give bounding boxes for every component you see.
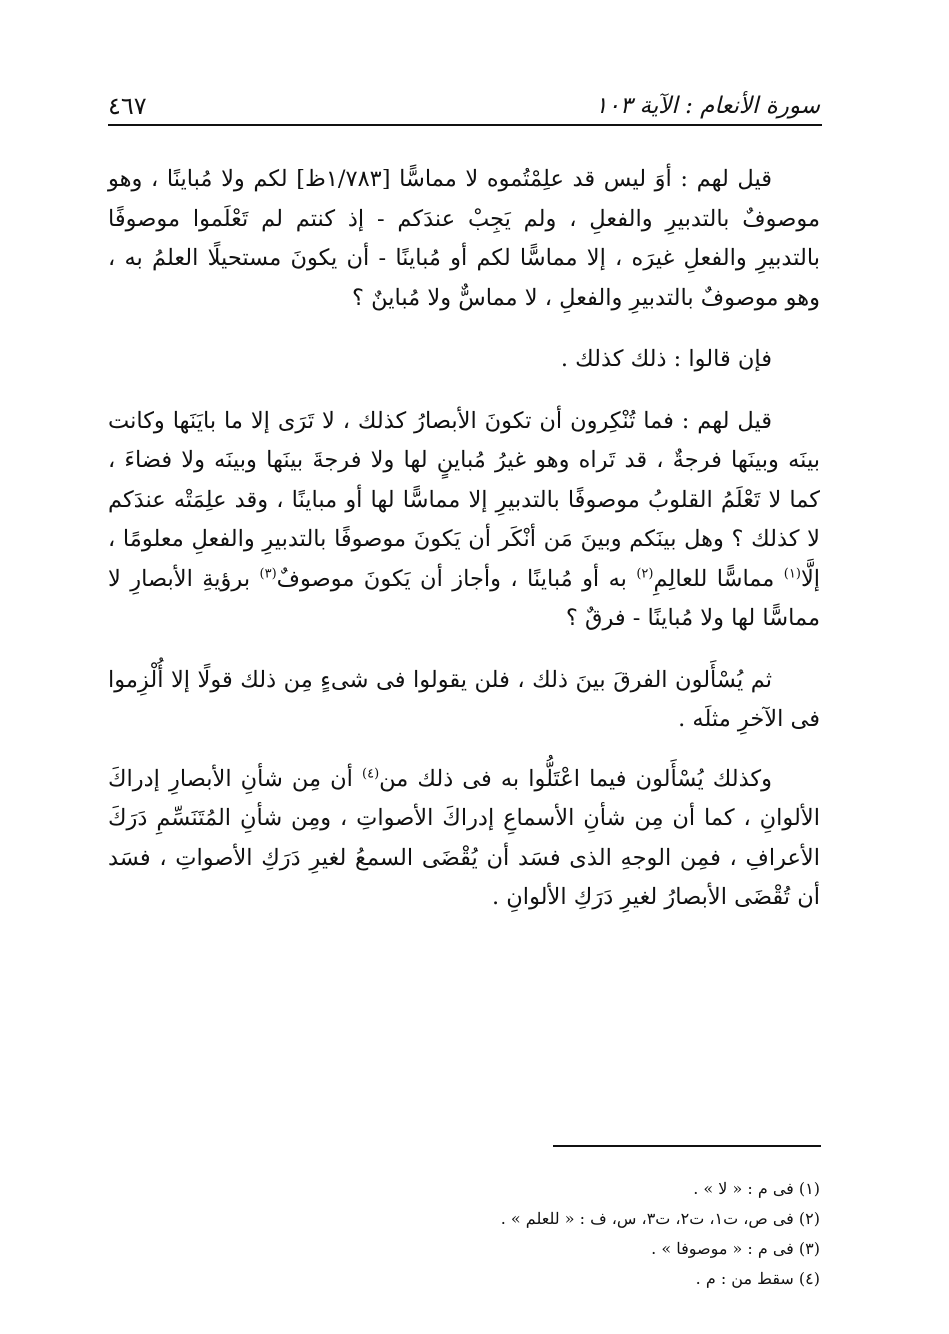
- paragraph-1: [108, 160, 820, 318]
- paragraph-4: [108, 661, 820, 740]
- footnote-ref-1: (١): [783, 566, 801, 581]
- page-number: ٤٦٧: [108, 92, 147, 120]
- page-header: [108, 74, 820, 118]
- footnote-1: (١) فى م : « لا » .: [693, 1179, 820, 1198]
- paragraph-5: [108, 760, 820, 918]
- paragraph-text: قيل لهم : أوَ ليس قد علِمْتُموه لا مماسًّا [١/٧٨٣ظ] لكم ولا مُباينًا ، وهو موصوفٌ بالتدبيرِ والفعلِ ، ولم يَجِبْ عندَكم - إذ كنتم لم تَعْلَموا موصوفًا بالتدبيرِ والفعلِ غيرَه ، إلا مماسًّا لكم أو مُباينًا - أن يكونَ مستحيلًا العلمُ به ، وهو موصوفٌ بالتدبيرِ والفعلِ ، لا مماسٌّ ولا مُباينٌ ؟: [108, 166, 820, 311]
- footnote-2: (٢) فى ص، ت١، ت٢، ت٣، س، ف : « للعلم » .: [500, 1209, 820, 1228]
- paragraph-text: فإن قالوا : ذلك كذلك .: [560, 346, 772, 372]
- paragraph-2: [108, 340, 820, 380]
- footnote-divider: [553, 1145, 821, 1147]
- footnote-ref-2: (٢): [636, 566, 654, 581]
- footnotes: [108, 1174, 820, 1294]
- paragraph-text: مماسًّا للعالِمِ: [653, 565, 775, 592]
- paragraph-text: قيل لهم : فما تُنْكِرون أن تكونَ الأبصارُ كذلك ، لا تَرَى إلا ما بايَنَها وكانت بينَه وبينَها فرجةٌ ، قد تَراه وهو غيرُ مُباينٍ لها ولا فرجةَ بينَها وبينَه ولا فضاءَ ، كما لا تَعْلَمُ القلوبُ موصوفًا بالتدبيرِ إلا مماسًّا لها أو مباينًا ، وقد علِمَتْه عندَكم لا كذلك ؟ وهل بينَكم وبينَ مَن أنْكَر أن يَكونَ موصوفًا بالتدبيرِ والفعلِ معلومًا ، إلَّا: [108, 407, 821, 592]
- body-text: [108, 160, 820, 940]
- paragraph-3: [108, 402, 820, 639]
- footnote-4: (٤) سقط من : م .: [695, 1269, 820, 1288]
- paragraph-text: أن مِن شأنِ الأبصارِ إدراكَ الألوانِ ، كما أن مِن شأنِ الأسماعِ إدراكَ الأصواتِ ، ومِن شأنِ المُتَنَسِّمِ دَرَكَ الأعرافِ ، فمِن الوجهِ الذى فسَد أن يُقْضَى السمعُ لغيرِ دَرَكِ الأصواتِ ، فسَد أن تُقْضَى الأبصارُ لغيرِ دَرَكِ الألوانِ .: [108, 765, 820, 910]
- paragraph-text: ثم يُسْأَلون الفرقَ بينَ ذلك ، فلن يقولوا فى شىءٍ مِن ذلك قولًا إلا أُلْزِموا فى الآخرِ مثلَه .: [108, 666, 820, 732]
- footnote-ref-3: (٣): [259, 566, 277, 581]
- paragraph-text: به أو مُباينًا ، وأجاز أن يَكونَ موصوفٌ: [276, 565, 627, 592]
- header-divider: [108, 124, 822, 126]
- footnote-3: (٣) فى م : « موصوفا » .: [651, 1239, 820, 1258]
- running-title: سورة الأنعام : الآية ١٠٣: [595, 93, 820, 119]
- footnote-ref-4: (٤): [362, 766, 380, 781]
- paragraph-text: وكذلك يُسْأَلون فيما اعْتَلُّوا به فى ذلك من: [379, 765, 772, 792]
- paragraph-text: برؤيةِ الأبصارِ لا مماسًّا لها ولا مُباينًا - فرقٌ ؟: [108, 565, 820, 631]
